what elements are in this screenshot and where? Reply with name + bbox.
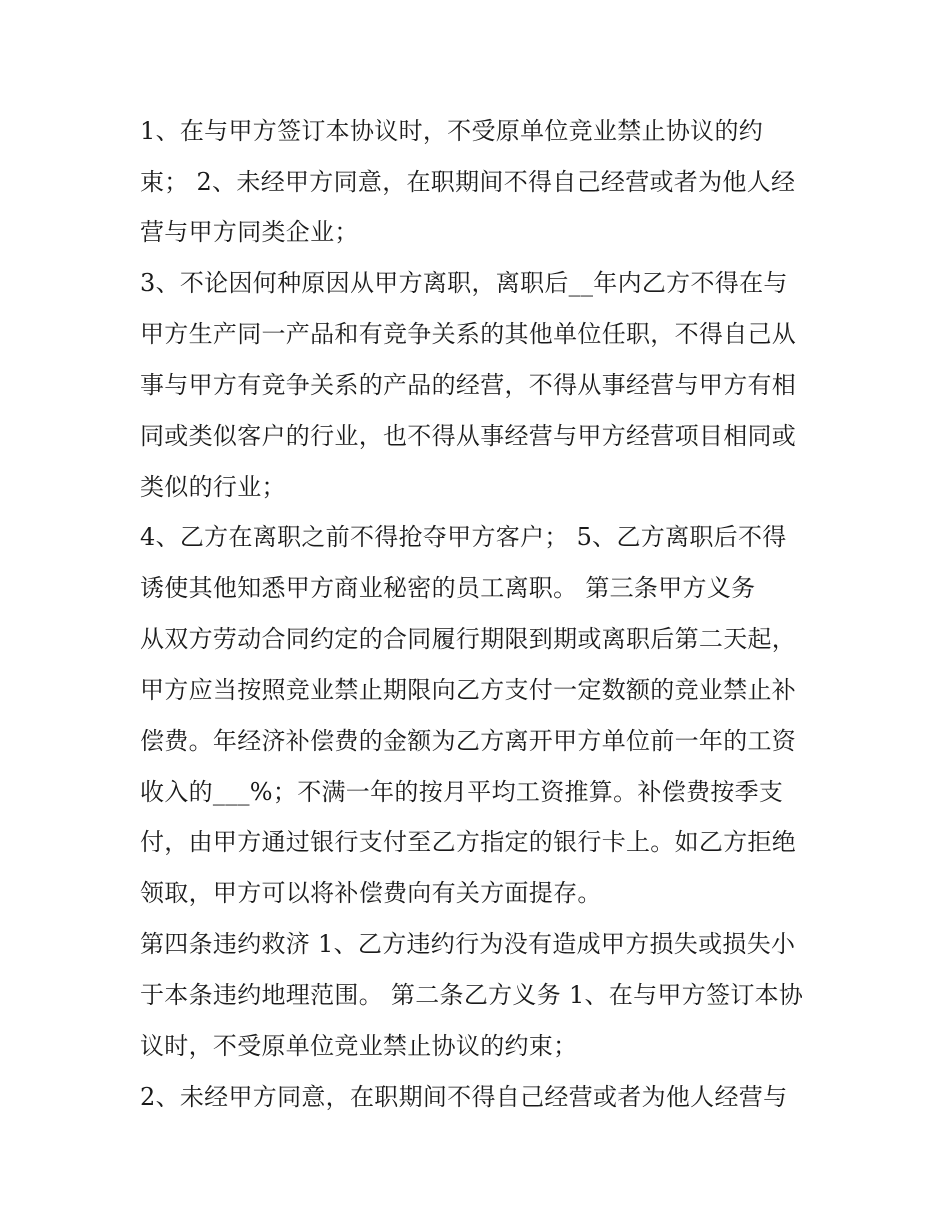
text-line: 类似的行业；	[140, 473, 286, 501]
text-line: 于本条违约地理范围。 第二条乙方义务 1、在与甲方签订本协	[140, 981, 804, 1009]
text-line: 4、乙方在离职之前不得抢夺甲方客户； 5、乙方离职后不得	[140, 523, 787, 551]
text-line: 甲方应当按照竞业禁止期限向乙方支付一定数额的竞业禁止补	[140, 676, 797, 704]
text-line: 同或类似客户的行业，也不得从事经营与甲方经营项目相同或	[140, 422, 797, 450]
text-line: 营与甲方同类企业；	[140, 218, 359, 246]
text-line: 诱使其他知悉甲方商业秘密的员工离职。 第三条甲方义务	[140, 574, 756, 602]
text-line: 第四条违约救济 1、乙方违约行为没有造成甲方损失或损失小	[140, 930, 796, 958]
text-line: 甲方生产同一产品和有竞争关系的其他单位任职，不得自己从	[140, 320, 797, 348]
text-line: 从双方劳动合同约定的合同履行期限到期或离职后第二天起，	[140, 625, 797, 653]
text-line: 议时，不受原单位竞业禁止协议的约束；	[140, 1032, 578, 1060]
text-line: 2、未经甲方同意，在职期间不得自己经营或者为他人经营与	[140, 1083, 788, 1111]
text-line: 束； 2、未经甲方同意，在职期间不得自己经营或者为他人经	[140, 168, 796, 196]
text-line: 事与甲方有竞争关系的产品的经营，不得从事经营与甲方有相	[140, 371, 797, 399]
text-line: 收入的___%；不满一年的按月平均工资推算。补偿费按季支	[140, 778, 784, 806]
text-line: 偿费。年经济补偿费的金额为乙方离开甲方单位前一年的工资	[140, 727, 797, 755]
text-line: 付，由甲方通过银行支付至乙方指定的银行卡上。如乙方拒绝	[140, 828, 797, 856]
text-line: 3、不论因何种原因从甲方离职，离职后__年内乙方不得在与	[140, 269, 788, 297]
text-line: 领取，甲方可以将补偿费向有关方面提存。	[140, 879, 602, 907]
text-line: 1、在与甲方签订本协议时，不受原单位竞业禁止协议的约	[140, 117, 764, 145]
